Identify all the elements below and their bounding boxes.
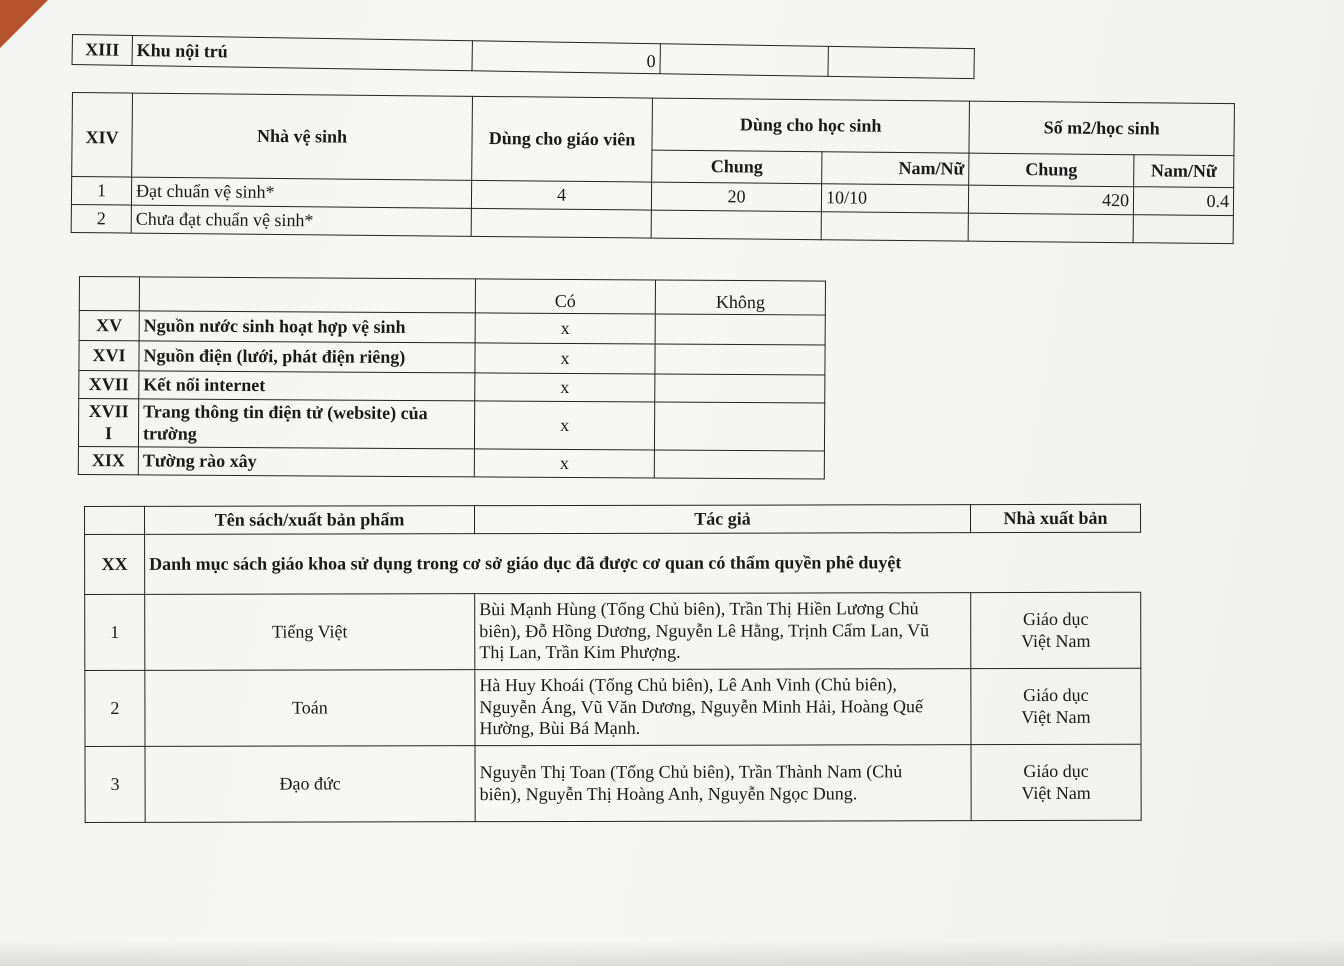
col-header-publisher: Nhà xuất bản xyxy=(970,504,1140,532)
col-header-author: Tác giả xyxy=(475,505,971,534)
row-label-line: trường xyxy=(142,422,197,444)
table-row xyxy=(85,668,1141,746)
book-title: Tiếng Việt xyxy=(145,594,475,671)
row-number-line: I xyxy=(104,422,113,443)
book-authors xyxy=(475,669,971,746)
col-header-m2: Số m2/học sinh xyxy=(969,101,1235,156)
row-label: Nguồn nước sinh hoạt hợp vệ sinh xyxy=(139,311,475,343)
table-facilities xyxy=(78,276,826,480)
author-line: Hường, Bùi Bá Mạnh. xyxy=(479,718,641,739)
row-label: Đạt chuẩn vệ sinh* xyxy=(131,177,471,208)
subheader-chung: Chung xyxy=(652,150,822,184)
author-line: Hà Huy Khoái (Tổng Chủ biên), Lê Anh Vinh (Chủ biên), xyxy=(479,674,897,696)
table-row xyxy=(79,341,825,376)
book-authors xyxy=(475,745,971,822)
row-number xyxy=(78,399,138,447)
check-khong xyxy=(655,374,825,403)
author-line: Nguyễn Áng, Vũ Văn Dương, Nguyễn Minh Hải, Hoàng Quế xyxy=(479,695,924,717)
m2-namnu xyxy=(1133,215,1233,244)
publisher xyxy=(971,668,1141,744)
table-xiv-toilets xyxy=(71,92,1235,244)
row-label-line: Trang thông tin điện tử (website) của xyxy=(143,401,428,424)
check-co: x xyxy=(474,449,654,478)
student-chung: 20 xyxy=(651,182,821,212)
row-label: Tường rào xây xyxy=(138,447,474,477)
subheader-chung: Chung xyxy=(969,153,1134,187)
table-row xyxy=(85,592,1141,670)
row-number: XIV xyxy=(72,93,133,178)
col-header-student: Dùng cho học sinh xyxy=(652,98,969,153)
page-corner xyxy=(0,0,48,48)
row-label: Chưa đạt chuẩn vệ sinh* xyxy=(131,205,471,236)
m2-chung: 420 xyxy=(968,185,1133,215)
author-line: Thị Lan, Trần Kim Phượng. xyxy=(479,642,681,663)
table-row xyxy=(79,371,825,404)
row-number: XIII xyxy=(72,35,132,66)
row-label: Kết nối internet xyxy=(139,371,475,401)
col-header-khong: Không xyxy=(655,280,825,315)
row-label xyxy=(138,399,474,449)
publisher-line: Việt Nam xyxy=(1021,630,1091,651)
row-number: XVII xyxy=(79,371,139,399)
check-khong xyxy=(654,450,824,479)
table-xiii xyxy=(72,34,975,79)
row-number: 1 xyxy=(85,594,145,670)
row-number: 2 xyxy=(71,204,131,233)
table-textbooks xyxy=(84,504,1142,823)
empty-cell xyxy=(828,46,974,78)
table-row xyxy=(78,446,824,479)
empty-cell xyxy=(79,277,139,311)
check-khong xyxy=(655,314,825,345)
publisher-line: Giáo dục xyxy=(1022,608,1089,629)
teacher-count: 4 xyxy=(471,180,651,210)
row-number: 1 xyxy=(71,177,131,206)
col-header-co: Có xyxy=(475,279,655,314)
row-number: 3 xyxy=(85,746,145,822)
row-label: Nguồn điện (lưới, phát điện riêng) xyxy=(139,341,475,373)
section-title: Nhà vệ sinh xyxy=(132,93,473,180)
row-number: XIX xyxy=(78,446,138,474)
row-title: Khu nội trú xyxy=(132,35,472,70)
publisher-line: Giáo dục xyxy=(1023,684,1089,705)
subheader-namnu: Nam/Nữ xyxy=(1134,155,1234,188)
empty-cell xyxy=(139,277,475,313)
empty-cell xyxy=(660,44,828,77)
row-number: XV xyxy=(79,311,139,341)
section-title: Danh mục sách giáo khoa sử dụng trong cơ sở giáo dục đã được cơ quan có thẩm quyền phê duyệt xyxy=(145,532,1141,594)
publisher xyxy=(971,592,1141,668)
row-number-line: XVII xyxy=(88,400,129,422)
publisher-line: Giáo dục xyxy=(1023,760,1089,781)
author-line: Nguyễn Thị Toan (Tổng Chủ biên), Trần Thành Nam (Chủ xyxy=(479,761,903,783)
row-value: 0 xyxy=(472,41,660,74)
author-line: biên), Nguyễn Thị Hoàng Anh, Nguyễn Ngọc Dung. xyxy=(479,782,858,804)
student-namnu: 10/10 xyxy=(821,184,968,213)
check-khong xyxy=(655,344,825,375)
book-title: Toán xyxy=(145,670,475,747)
check-co: x xyxy=(474,401,654,450)
student-namnu xyxy=(821,212,968,241)
subheader-namnu: Nam/Nữ xyxy=(822,152,969,185)
table-row xyxy=(78,399,824,452)
table-row xyxy=(79,311,825,346)
check-co: x xyxy=(475,373,655,402)
check-khong xyxy=(654,402,824,451)
col-header-title: Tên sách/xuất bản phẩm xyxy=(145,506,475,535)
section-number: XX xyxy=(85,534,145,594)
row-number: XVI xyxy=(79,341,139,371)
publisher-line: Việt Nam xyxy=(1021,782,1091,803)
author-line: Bùi Mạnh Hùng (Tổng Chủ biên), Trần Thị Hiền Lương Chủ xyxy=(479,598,919,620)
student-chung xyxy=(651,210,821,240)
row-number: 2 xyxy=(85,670,145,746)
book-authors xyxy=(475,593,971,670)
publisher-line: Việt Nam xyxy=(1021,706,1091,727)
col-header-teacher: Dùng cho giáo viên xyxy=(472,96,653,182)
page-bottom-shadow xyxy=(0,940,1344,966)
publisher xyxy=(971,744,1141,820)
check-co: x xyxy=(475,313,655,344)
m2-chung xyxy=(968,213,1133,243)
empty-cell xyxy=(85,506,145,534)
teacher-count xyxy=(471,208,651,238)
table-row xyxy=(85,744,1141,822)
m2-namnu: 0.4 xyxy=(1133,187,1233,216)
author-line: biên), Đỗ Hồng Dương, Nguyễn Lê Hằng, Trịnh Cẩm Lan, Vũ xyxy=(479,619,930,641)
check-co: x xyxy=(475,343,655,374)
book-title: Đạo đức xyxy=(145,746,475,823)
